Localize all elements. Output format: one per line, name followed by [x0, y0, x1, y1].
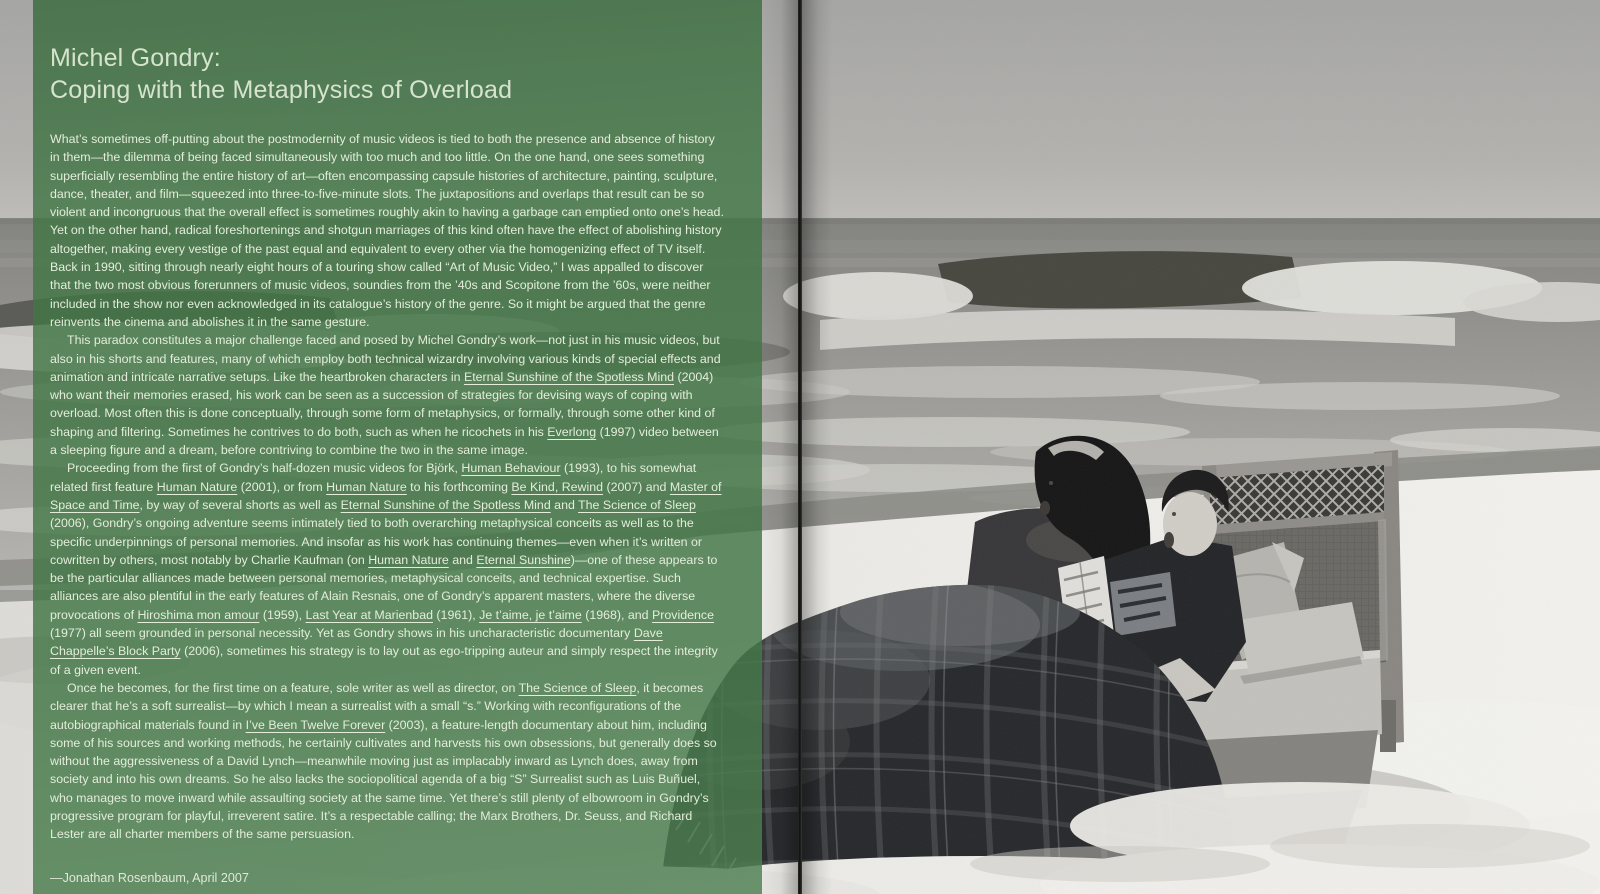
page-title-line1: Michel Gondry: — [50, 44, 221, 72]
film-title: The Science of Sleep — [578, 497, 696, 512]
text-segment: (1977) all seem grounded in personal necessity. Yet as Gondry shows in his uncharacteristic documentary — [50, 626, 634, 641]
film-title: Dave Chappelle’s Block Party — [50, 626, 663, 659]
text-segment: (1961), — [432, 607, 480, 622]
film-title: Be Kind, Rewind — [511, 479, 604, 494]
text-segment: , by way of several shorts as well as — [139, 497, 341, 512]
film-title: Human Nature — [368, 552, 449, 567]
film-title: Eternal Sunshine — [476, 552, 571, 567]
text-segment: (1959), — [259, 607, 306, 622]
film-title: Eternal Sunshine of the Spotless Mind — [463, 369, 675, 384]
film-title: I’ve Been Twelve Forever — [245, 717, 386, 732]
film-title: Je t’aime, je t’aime — [479, 607, 582, 622]
paragraph — [50, 130, 724, 331]
paragraph — [50, 459, 724, 679]
film-title: Everlong — [547, 424, 597, 439]
text-segment: )—one of these appears to be the particular alliances made between personal memories, metaphysical conceits, and technical expertise. Such alliances are also plentiful in the early features of Alain Resnais, one of Gondry’s apparent masters, where the diverse provocations of — [50, 552, 718, 622]
text-segment: to his forthcoming — [406, 479, 512, 494]
text-segment: and — [448, 552, 477, 567]
paragraph — [50, 331, 724, 459]
paragraph — [50, 679, 724, 844]
text-segment: (2001), or from — [237, 479, 327, 494]
text-segment: and — [550, 497, 579, 512]
text-segment: , it becomes clearer that he’s a soft surrealist—by which I mean a surrealist with a small “s.” Working with reconfigurations of the autobiographical materials found in — [50, 680, 704, 732]
gutter-shade-right — [802, 0, 832, 894]
film-title: Eternal Sunshine of the Spotless Mind — [340, 497, 551, 512]
text-segment: (1968), and — [581, 607, 653, 622]
film-title: Human Behaviour — [461, 461, 561, 476]
page-title-line2: Coping with the Metaphysics of Overload — [50, 76, 513, 104]
text-segment: Proceeding from the first of Gondry’s half-dozen music videos for Björk, — [67, 461, 462, 476]
film-title: Master of Space and Time — [50, 479, 722, 512]
byline: —Jonathan Rosenbaum, April 2007 — [50, 870, 249, 885]
film-title: Providence — [652, 607, 715, 622]
text-segment: What’s sometimes off-putting about the postmodernity of music videos is tied to both the presence and absence of history in them—the dilemma of being faced simultaneously with too much and too little. On the one hand, one sees something superficially resembling the entire history of art—often encompassing capsule histories of architecture, painting, sculpture, dance, theater, and film—squeezed into three-to-five-minute slots. The juxtapositions and overlaps that result can be so violent and incongruous that the overall effect is sometimes roughly akin to having a garbage can emptied onto one’s head. Yet on the other hand, radical foreshortenings and shotgun marriages of this kind often have the effect of abolishing history altogether, making every vestige of the past equal and equivalent to every other via the homogenizing effect of TV itself. Back in 1990, sitting through nearly eight hours of a touring show called “Art of Music Video,” I was appalled to discover that the two most obvious forerunners of music videos, soundies from the ’40s and Scopitone from the ’60s, were neither included in the show nor even acknowledged in its catalogue’s history of the genre. So it might be argued that the genre reinvents the cinema and abolishes it in the same gesture. — [50, 132, 724, 329]
article — [50, 42, 724, 885]
article-body — [50, 130, 724, 844]
film-title: The Science of Sleep — [518, 680, 637, 695]
text-segment: (1997) video between a sleeping figure and a dream, before contriving to combine the two in the same image. — [50, 424, 719, 458]
text-segment: (2003), a feature-length documentary about him, including some of his sources and working methods, he certainly cultivates and harvests his own obsessions, but generally does so without the aggressiveness of a David Lynch—meanwhile moving just as implacably inward as Lynch does, away from society and into his own dreams. So he also lacks the sociopolitical agenda of a big “S” Surrealist such as Luis Buñuel, who manages to move inward while assaulting society at the same time. Yet there’s still plenty of elbowroom in Gondry’s progressive program for playful, irreverent satire. It’s a respectable calling; the Marx Brothers, Dr. Seuss, and Richard Lester are all charter members of the same persuasion. — [50, 717, 717, 842]
text-segment: (1993), to his somewhat related first feature — [50, 461, 697, 494]
film-title: Last Year at Marienbad — [305, 607, 433, 622]
film-title: Human Nature — [156, 479, 238, 494]
text-segment: This paradox constitutes a major challenge faced and posed by Michel Gondry’s work—not just in his music videos, but also in his shorts and features, many of which employ both technical wizardry involving various kinds of special effects and animation and intricate narrative setups. Like the heartbroken characters in — [50, 333, 721, 384]
text-segment: Once he becomes, for the first time on a feature, sole writer as well as director, on — [67, 680, 519, 695]
film-title: Human Nature — [326, 479, 407, 494]
film-title: Hiroshima mon amour — [137, 607, 260, 622]
text-segment: (2006), Gondry’s ongoing adventure seems intimately tied to both overarching metaphysical conceits as well as to the specific underpinnings of personal memories. And insofar as his work has continuing themes—even when it’s written or cowritten by others, most notably by Charlie Kaufman (on — [50, 516, 702, 567]
text-segment: (2007) and — [603, 479, 670, 494]
text-segment: (2006), sometimes his strategy is to lay out as ego-tripping auteur and simply respect the integrity of a given event. — [50, 644, 718, 677]
gutter-shade-left — [760, 0, 798, 894]
text-segment: (2004) who want their memories erased, his work can be seen as a succession of strategies for devising ways of coping with overload. Most often this is done conceptually, through some form of metaphysics, or formally, through some other kind of shaping and filtering. Sometimes he contrives to do both, such as when he ricochets in his — [50, 369, 715, 439]
